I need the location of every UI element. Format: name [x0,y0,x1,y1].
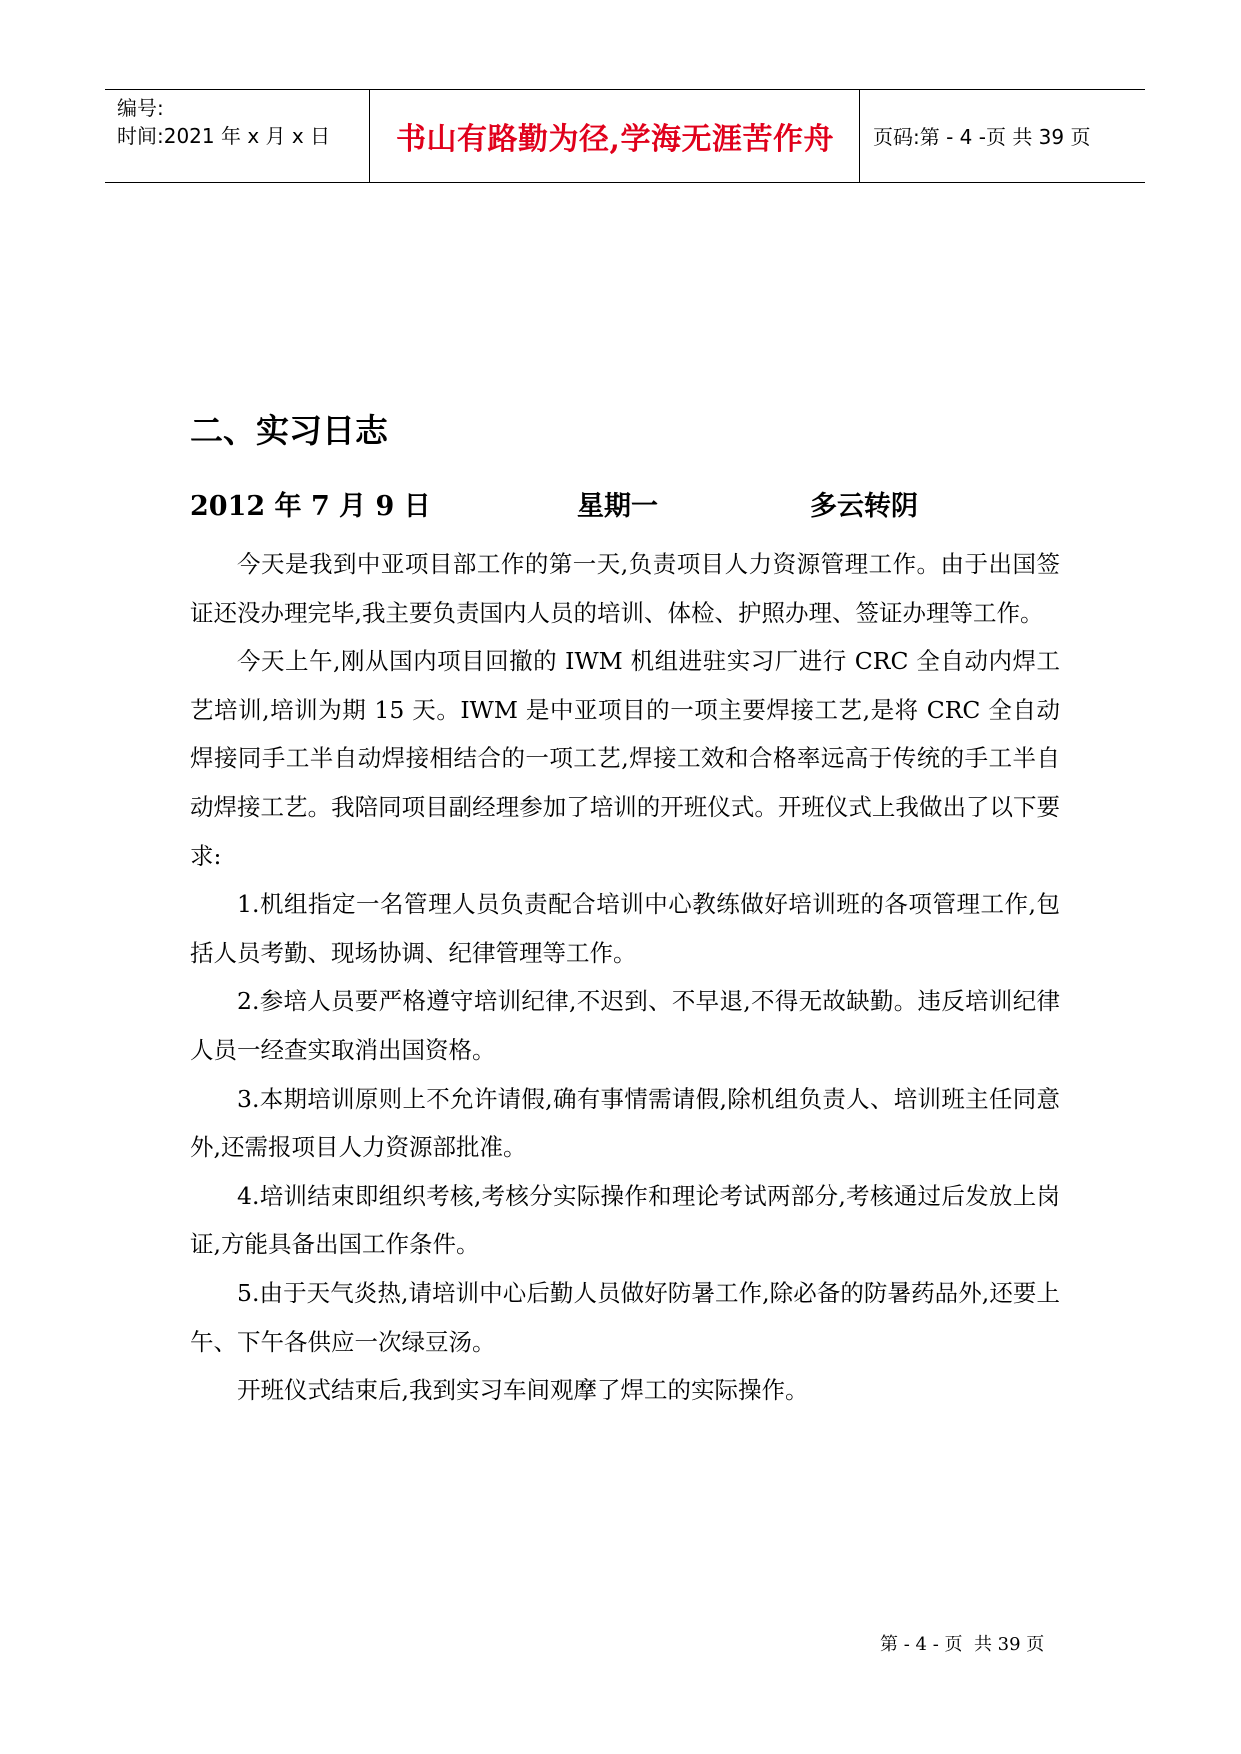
list-item: 5.由于天气炎热,请培训中心后勤人员做好防暑工作,除必备的防暑药品外,还要上午、下午各供应一次绿豆汤。 [190,1278,1060,1356]
list-item: 4.培训结束即组织考核,考核分实际操作和理论考试两部分,考核通过后发放上岗证,方能具备出国工作条件。 [190,1181,1060,1259]
diary-weekday: 星期一 [577,491,658,522]
header-motto: 书山有路勤为径,学海无涯苦作舟 [396,121,834,157]
header-meta [117,94,330,150]
page-header [105,89,1145,183]
list-item: 2.参培人员要严格遵守培训纪律,不迟到、不早退,不得无故缺勤。违反培训纪律人员一经查实取消出国资格。 [190,987,1060,1064]
diary-date-line [190,487,1060,527]
header-divider [369,90,370,182]
diary-date: 2012 年 7 月 9 日 [190,491,431,522]
list-item: 1.机组指定一名管理人员负责配合培训中心教练做好培训班的各项管理工作,包括人员考勤、现场协调、纪律管理等工作。 [190,890,1060,967]
page-footer: 第 - 4 - 页 共 39 页 [880,1634,1045,1655]
diary-content [190,540,1060,1415]
list-item: 3.本期培训原则上不允许请假,确有事情需请假,除机组负责人、培训班主任同意外,还需报项目人力资源部批准。 [190,1084,1060,1162]
header-page-number: 页码:第 - 4 -页 共 39 页 [873,125,1091,149]
document-number-label: 编号: [117,96,164,120]
paragraph: 今天是我到中亚项目部工作的第一天,负责项目人力资源管理工作。由于出国签证还没办理完毕,我主要负责国内人员的培训、体检、护照办理、签证办理等工作。 [190,550,1060,627]
diary-weather: 多云转阴 [810,491,918,522]
paragraph: 开班仪式结束后,我到实习车间观摩了焊工的实际操作。 [237,1376,809,1405]
paragraph: 今天上午,刚从国内项目回撤的 IWM 机组进驻实习厂进行 CRC 全自动内焊工艺培训,培训为期 15 天。IWM 是中亚项目的一项主要焊接工艺,是将 CRC 全自动焊接同手工半自动焊接相结合的一项工艺,焊接工效和合格率远高于传统的手工半自动焊接工艺。我陪同项目副经理参加了培训的开班仪式。开班仪式上我做出了以下要求: [190,647,1060,870]
header-divider [859,90,860,182]
section-title: 二、实习日志 [190,411,388,450]
document-time-label: 时间:2021 年 x 月 x 日 [117,124,331,148]
